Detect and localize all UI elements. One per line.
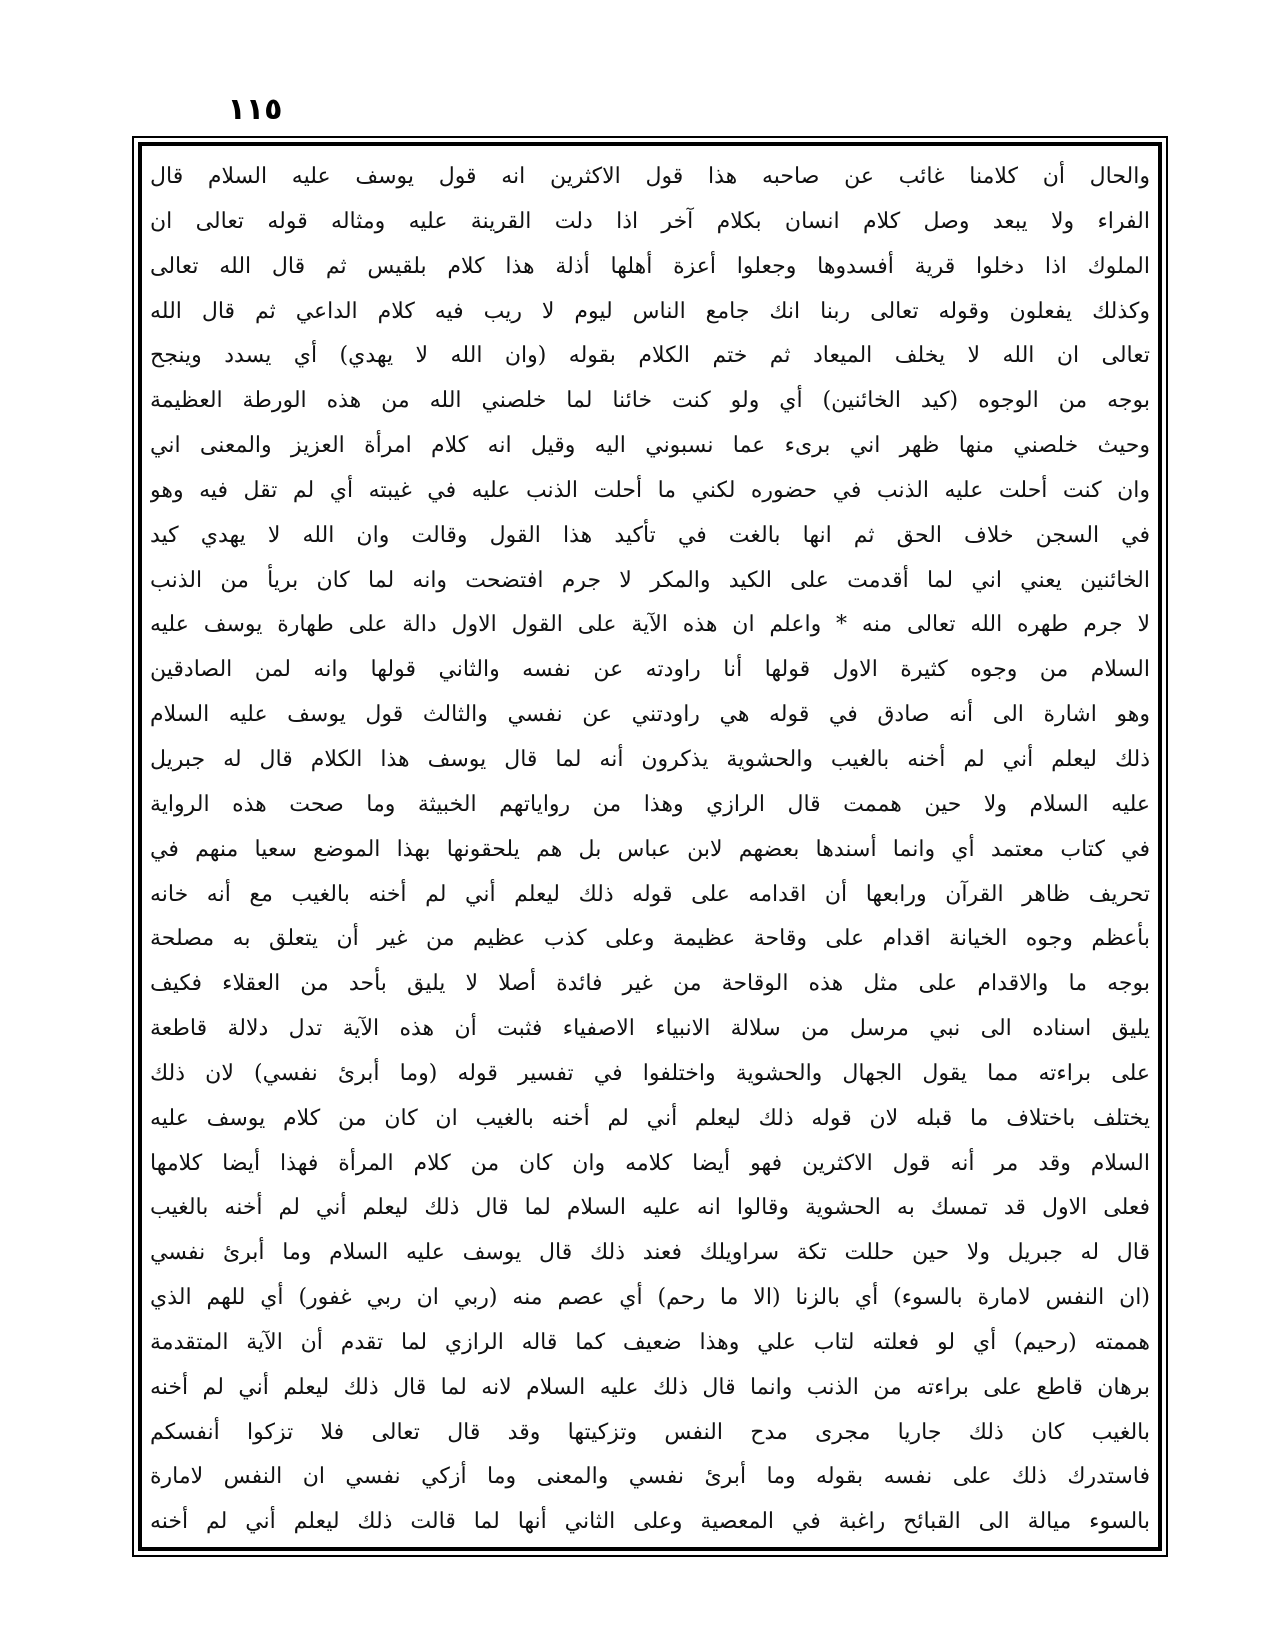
text-line: تحريف ظاهر القرآن ورابعها أن اقدامه على قوله ذلك ليعلم أني لم أخنه بالغيب مع أنه خانه [150,881,1150,907]
text-line: لا جرم طهره الله تعالى منه * واعلم ان هذه الآية على القول الاول دالة على طهارة يوسف عليه [150,612,1150,638]
text-line: وهو اشارة الى أنه صادق في قوله هي راودتني عن نفسي والثالث قول يوسف عليه السلام [150,702,1150,728]
text-line: على براءته مما يقول الجهال والحشوية واختلفوا في تفسير قوله (وما أبرئ نفسي) لان ذلك [150,1060,1150,1086]
text-line: هممته (رحيم) أي لو فعلته لتاب علي وهذا ضعيف كما قاله الرازي لما تقدم أن الآية المتقدمة [150,1329,1150,1355]
text-line: يليق اسناده الى نبي مرسل من سلالة الانبياء الاصفياء فثبت أن هذه الآية تدل دلالة قاطعة [150,1016,1150,1042]
text-line: بالسوء ميالة الى القبائح راغبة في المعصية وعلى الثاني أنها لما قالت ذلك ليعلم أني لم أخنه [150,1509,1150,1535]
text-line: عليه السلام ولا حين هممت قال الرازي وهذا من رواياتهم الخبيثة وما صحت هذه الرواية [150,791,1150,817]
text-line: الفراء ولا يبعد وصل كلام انسان بكلام آخر اذا دلت القرينة عليه ومثاله قوله تعالى ان [150,208,1150,234]
text-line: ذلك ليعلم أني لم أخنه بالغيب والحشوية يذكرون أنه لما قال يوسف هذا الكلام قال له جبريل [150,746,1150,772]
text-line: فعلى الاول قد تمسك به الحشوية وقالوا انه عليه السلام لما قال ذلك ليعلم أني لم أخنه بالغيب [150,1195,1150,1221]
text-line: برهان قاطع على براءته من الذنب وانما قال ذلك عليه السلام لانه لما قال ذلك ليعلم أني لم أخنه [150,1374,1150,1400]
text-line: بالغيب كان ذلك جاريا مجرى مدح النفس وتزكيتها وقد قال تعالى فلا تزكوا أنفسكم [150,1419,1150,1445]
text-line: السلام من وجوه كثيرة الاول قولها أنا راودته عن نفسه والثاني قولها وانه لمن الصادقين [150,657,1150,683]
text-line: الخائنين يعني اني لما أقدمت على الكيد والمكر لا جرم افتضحت وانه لما كان بريأ من الذنب [150,567,1150,593]
text-line: والحال أن كلامنا غائب عن صاحبه هذا قول الاكثرين انه قول يوسف عليه السلام قال [150,164,1150,189]
text-line: قال له جبريل ولا حين حللت تكة سراويلك فعند ذلك قال يوسف عليه السلام وما أبرئ نفسي [150,1240,1150,1266]
text-line: بأعظم وجوه الخيانة اقدام على وقاحة عظيمة وعلى كذب عظيم من غير أن يتعلق به مصلحة [150,926,1150,952]
text-line: بوجه ما والاقدام على مثل هذه الوقاحة من غير فائدة أصلا لا يليق بأحد من العقلاء فكيف [150,971,1150,997]
page-number: ١١٥ [227,92,283,127]
text-line: تعالى ان الله لا يخلف الميعاد ثم ختم الكلام بقوله (وان الله لا يهدي) أي يسدد وينجح [150,343,1150,369]
text-line: يختلف باختلاف ما قبله لان قوله ذلك ليعلم أني لم أخنه بالغيب ان كان من كلام يوسف عليه [150,1105,1150,1131]
text-line: في كتاب معتمد أي وانما أسندها بعضهم لابن عباس بل هم يلحقونها بهذا الموضع سعيا منهم في [150,836,1150,862]
text-line: وان كنت أحلت عليه الذنب في حضوره لكني ما أحلت الذنب عليه في غيبته أي لم تقل فيه وهو [150,477,1150,503]
text-line: وكذلك يفعلون وقوله تعالى ربنا انك جامع الناس ليوم لا ريب فيه كلام الداعي ثم قال الله [150,298,1150,324]
text-line: فاستدرك ذلك على نفسه بقوله وما أبرئ نفسي والمعنى وما أزكي نفسي ان النفس لامارة [150,1464,1150,1490]
text-block [150,152,1150,1542]
text-line: في السجن خلاف الحق ثم انها بالغت في تأكيد هذا القول وقالت وان الله لا يهدي كيد [150,522,1150,548]
text-line: (ان النفس لامارة بالسوء) أي بالزنا (الا ما رحم) أي عصم منه (ربي ان ربي غفور) أي للهم الذي [150,1285,1150,1311]
text-line: السلام وقد مر أنه قول الاكثرين فهو أيضا كلامه وان كان من كلام المرأة فهذا أيضا كلامها [150,1150,1150,1176]
text-line: الملوك اذا دخلوا قرية أفسدوها وجعلوا أعزة أهلها أذلة هذا كلام بلقيس ثم قال الله تعالى [150,253,1150,279]
text-line: بوجه من الوجوه (كيد الخائنين) أي ولو كنت خائنا لما خلصني الله من هذه الورطة العظيمة [150,388,1150,414]
text-line: وحيث خلصني منها ظهر اني برىء عما نسبوني اليه وقيل انه كلام امرأة العزيز والمعنى اني [150,433,1150,459]
